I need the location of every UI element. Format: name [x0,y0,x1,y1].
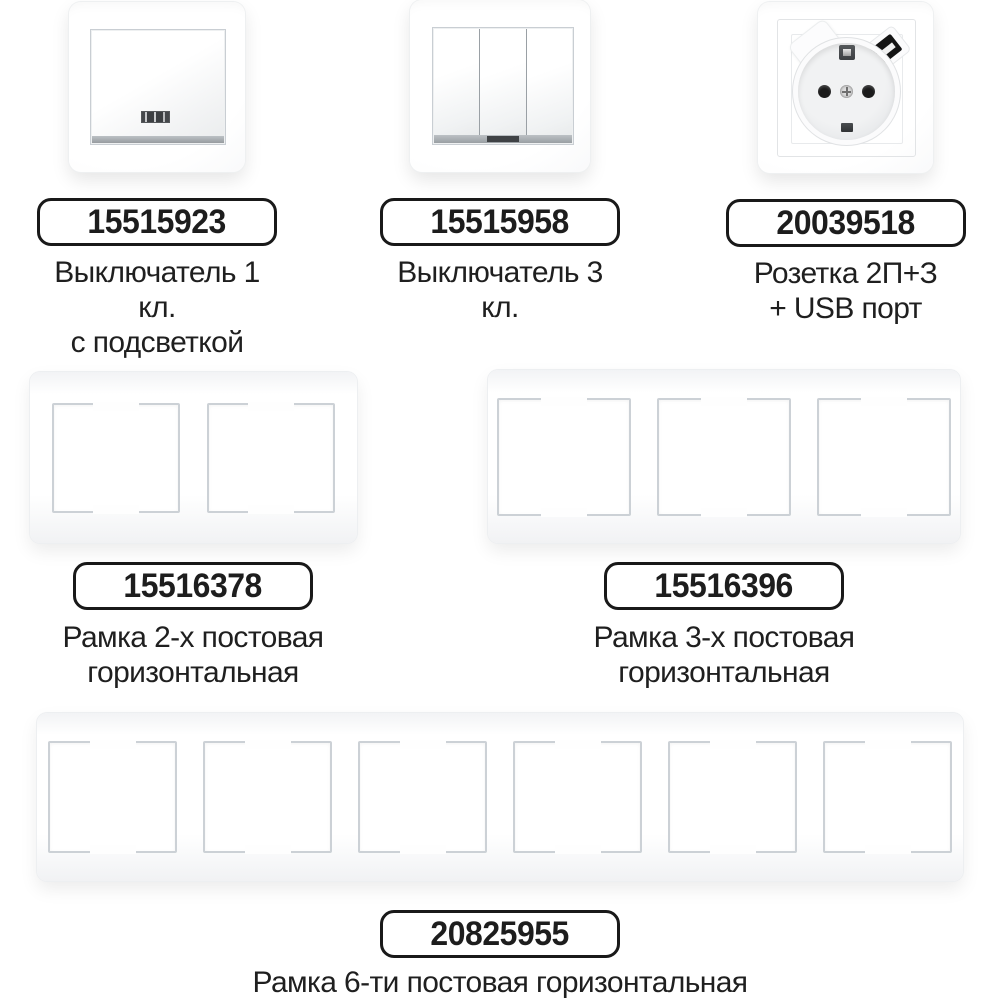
frame-opening [817,398,951,516]
caption-line: Выключатель 3 кл. [397,256,603,324]
article-badge [73,562,313,610]
product-caption [27,620,359,690]
pin-hole-right [862,85,875,98]
article-badge [37,198,277,246]
product-group-frame-3gang [488,370,960,690]
caption-line: Розетка 2П+З [753,257,938,290]
product-group-frame-2gang [27,372,359,690]
product-caption [37,965,963,1000]
frame-opening [48,741,177,853]
switch-recess [432,27,574,145]
rocker-bottom-strip [92,136,224,143]
earth-clip-bottom [841,123,853,132]
caption-line: горизонтальная [618,656,830,689]
frame-opening [657,398,791,516]
caption-line: Рамка 2-х постовая [62,621,324,654]
product-caption [36,255,278,360]
rocker-bottom-strip [434,135,572,143]
product-group-socket-usb [724,2,967,326]
frame-opening [823,741,952,853]
product-caption [724,256,967,326]
product-group-switch-1gang [36,2,278,360]
frame-opening [497,398,631,516]
article-code: 15515923 [87,203,227,241]
article-code: 15515958 [430,203,570,241]
article-code: 15516378 [123,567,263,605]
switch-rocker [92,31,224,136]
article-badge [380,198,620,246]
frame-opening [513,741,642,853]
article-badge [380,910,620,958]
switch-1gang-photo [69,2,245,172]
switch-rockers [434,29,572,135]
caption-line: Рамка 6-ти постовая горизонтальная [252,966,748,999]
socket-recess [798,43,895,140]
switch-recess [90,29,226,145]
frame-opening [358,741,487,853]
product-caption [379,255,621,325]
frame-6gang-photo [37,713,963,881]
article-badge [726,199,966,247]
switch-rocker [480,29,526,135]
frame-opening [203,741,332,853]
backlight-indicator-window [142,112,169,122]
frame-opening [52,403,180,513]
product-group-switch-3gang [379,0,621,325]
caption-line: горизонтальная [87,656,299,689]
switch-3gang-photo [410,0,590,172]
product-group-frame-6gang [37,713,963,1000]
article-badge [604,562,844,610]
frame-opening [668,741,797,853]
switch-rocker [527,29,572,135]
switch-rocker [434,29,480,135]
frame-opening [207,403,335,513]
pin-hole-left [818,85,831,98]
frame-2gang-photo [30,372,357,543]
frame-3gang-photo [488,370,960,543]
article-code: 20825955 [430,915,570,953]
article-code: 20039518 [776,204,915,242]
socket-photo [758,2,933,173]
indicator-window [487,136,519,142]
product-caption [488,620,960,690]
earth-clip-top [839,45,855,60]
caption-line: Выключатель 1 кл. [54,256,260,324]
article-code: 15516396 [654,567,794,605]
caption-line: с подсветкой [70,326,244,359]
caption-line: Рамка 3-х постовая [593,621,855,654]
center-screw [840,85,853,98]
caption-line: + USB порт [769,292,922,325]
